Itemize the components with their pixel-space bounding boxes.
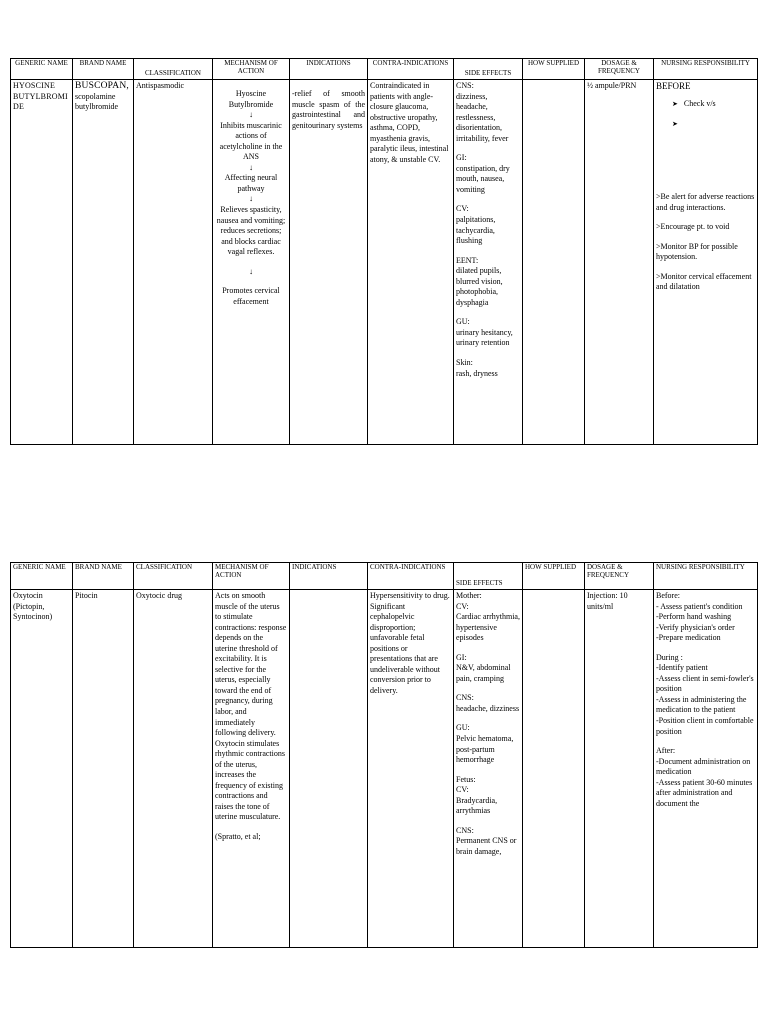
mechanism-cell (213, 590, 290, 948)
brand-subname: scopolamine butylbromide (75, 91, 119, 112)
nursing-item: -Prepare medication (656, 633, 721, 643)
mechanism-step: Inhibits muscarinic actions of acetylcholine in the ANS (219, 120, 283, 162)
side-effect-label: EENT: (456, 255, 479, 265)
classification: Oxytocic drug (134, 590, 213, 948)
header-how-supplied: HOW SUPPLIED (523, 563, 585, 590)
side-effect-text: headache, dizziness (456, 703, 520, 713)
nursing-bullet (656, 119, 755, 130)
nursing-item: -Perform hand washing (656, 612, 732, 622)
down-arrow-icon: ↓ (249, 194, 253, 204)
side-effect-text: palpitations, tachycardia, flushing (456, 215, 496, 246)
table-row (11, 590, 758, 948)
nursing-note: >Monitor cervical effacement and dilatation (656, 271, 752, 292)
nursing-note: >Monitor BP for possible hypotension. (656, 241, 738, 262)
brand-name: BUSCOPAN, (75, 81, 129, 91)
nursing-before: Before: (656, 591, 680, 600)
down-arrow-icon: ↓ (249, 266, 253, 276)
side-effect-text: N&V, abdominal pain, cramping (456, 663, 511, 683)
header-classification: CLASSIFICATION (134, 563, 213, 590)
side-effect-label: Skin: (456, 358, 473, 368)
contraindications: Hypersensitivity to drug. Significant cephalopelvic disproportion; unfavorable fetal positions or presentations that are undeliverable without conversion prior to delivery. (368, 590, 454, 948)
header-nursing: NURSING RESPONSIBILITY (654, 59, 758, 80)
nursing-item: -Assess patient 30-60 minutes after administration and document the (656, 777, 753, 808)
header-side-effects: SIDE EFFECTS (454, 563, 523, 590)
side-effect-label: GI: (456, 652, 467, 662)
side-effect-label: GU: (456, 317, 470, 327)
side-effect-text: constipation, dry mouth, nausea, vomiting (456, 163, 510, 194)
mechanism-step: Promotes cervical effacement (222, 286, 280, 306)
table-row (11, 80, 758, 445)
classification: Antispasmodic (134, 80, 213, 445)
mechanism-citation: (Spratto, et al; (215, 832, 261, 842)
header-dosage: DOSAGE & FREQUENCY (585, 59, 654, 80)
side-effect-text: urinary hesitancy, urinary retention (456, 327, 513, 348)
side-effect-label: Mother: (456, 591, 482, 600)
mechanism-text: Acts on smooth muscle of the uterus to stimulate contractions: response depends on the uterine threshold of excitability. It is selective for the uterus, especially toward the end of pregnancy, during labor, and immediately following delivery. Oxytocin stimulates rhythmic contractions of the uterus, increases the frequency of existing contractions and raises the tone of uterine musculature. (215, 591, 287, 822)
side-effects-cell (454, 590, 523, 948)
nursing-cell (654, 590, 758, 948)
nursing-cell (654, 80, 758, 445)
nursing-after: After: (656, 746, 676, 756)
side-effects-cell (454, 80, 523, 445)
down-arrow-icon: ↓ (249, 110, 253, 120)
header-brand-name: BRAND NAME (73, 59, 134, 80)
drug-table-hyoscine (10, 58, 758, 445)
how-supplied (523, 590, 585, 948)
nursing-item: -Assess client in semi-fowler's position (656, 673, 754, 694)
side-effect-text: Bradycardia, arrythmias (456, 795, 498, 816)
side-effect-label: Fetus: (456, 774, 476, 784)
table-header-row (11, 59, 758, 80)
side-effect-text: Permanent CNS or brain damage, (456, 836, 517, 856)
nursing-item: -Document administration on medication (656, 756, 751, 777)
side-effect-text: Cardiac arrhythmia, hypertensive episodes (456, 612, 520, 643)
table-header-row (11, 563, 758, 590)
header-nursing: NURSING RESPONSIBILITY (654, 563, 758, 590)
brand-name: Pitocin (73, 590, 134, 948)
side-effect-label: GI: (456, 153, 467, 163)
brand-name-cell (73, 80, 134, 445)
header-contraindications: CONTRA-INDICATIONS (368, 563, 454, 590)
header-how-supplied: HOW SUPPLIED (523, 59, 585, 80)
header-indications: INDICATIONS (290, 563, 368, 590)
side-effect-label: CV: (456, 601, 469, 611)
side-effect-label: CV: (456, 785, 469, 795)
nursing-note: >Encourage pt. to void (656, 222, 730, 232)
nursing-item: - Assess patient's condition (656, 601, 743, 611)
nursing-item: -Verify physician's order (656, 622, 735, 632)
mechanism-drug: Hyoscine Butylbromide (228, 89, 274, 109)
side-effect-text: Pelvic hematoma, post-partum hemorrhage (456, 734, 514, 765)
nursing-before: BEFORE (656, 81, 691, 91)
side-effect-label: GU: (456, 723, 470, 733)
nursing-bullet: ➤ Check v/s (672, 98, 716, 108)
mechanism-step: Affecting neural pathway (224, 173, 278, 193)
drug-table-oxytocin (10, 562, 758, 948)
side-effect-label: CNS: (456, 81, 474, 90)
header-contraindications: CONTRA-INDICATIONS (368, 59, 454, 80)
header-brand-name: BRAND NAME (73, 563, 134, 590)
indications (290, 590, 368, 948)
header-classification: CLASSIFICATION (134, 59, 213, 80)
side-effect-label: CNS: (456, 825, 474, 835)
mechanism-step: Relieves spasticity, nausea and vomiting; reduces secretions; and blocks cardiac vagal reflexes. (216, 205, 286, 257)
header-mechanism: MECHANISM OF ACTION (213, 563, 290, 590)
side-effect-text: dizziness, headache, restlessness, disorientation, irritability, fever (456, 91, 509, 143)
mechanism-cell (213, 80, 290, 445)
nursing-item: -Position client in comfortable position (656, 716, 754, 736)
nursing-during: During : (656, 652, 683, 662)
nursing-item: -Identify patient (656, 663, 708, 673)
nursing-item: -Assess in administering the medication to the patient (656, 694, 747, 715)
header-indications: INDICATIONS (290, 59, 368, 80)
triangle-bullet-icon: ➤ (672, 99, 678, 108)
nursing-note: >Be alert for adverse reactions and drug interactions. (656, 191, 755, 212)
how-supplied (523, 80, 585, 445)
side-effect-text: rash, dryness (456, 368, 498, 378)
dosage: ½ ampule/PRN (585, 80, 654, 445)
header-dosage: DOSAGE & FREQUENCY (585, 563, 654, 590)
side-effect-text: dilated pupils, blurred vision, photophobia, dysphagia (456, 266, 503, 307)
triangle-bullet-icon: ➤ (672, 120, 678, 129)
side-effect-label: CNS: (456, 693, 474, 703)
dosage: Injection: 10 units/ml (585, 590, 654, 948)
header-mechanism: MECHANISM OF ACTION (213, 59, 290, 80)
header-generic-name: GENERIC NAME (11, 59, 73, 80)
generic-name: Oxytocin (Pictopin, Syntocinon) (11, 590, 73, 948)
side-effect-label: CV: (456, 204, 469, 214)
generic-name: HYOSCINE BUTYLBROMIDE (11, 80, 73, 445)
down-arrow-icon: ↓ (249, 162, 253, 172)
header-side-effects: SIDE EFFECTS (454, 59, 523, 80)
contraindications: Contraindicated in patients with angle-closure glaucoma, obstructive uropathy, asthma, COPD, myasthenia gravis, paralytic ileus, intestinal atony, & unstable CV. (368, 80, 454, 445)
indications: -relief of smooth muscle spasm of the gastrointestinal and genitourinary systems (290, 80, 368, 445)
header-generic-name: GENERIC NAME (11, 563, 73, 590)
